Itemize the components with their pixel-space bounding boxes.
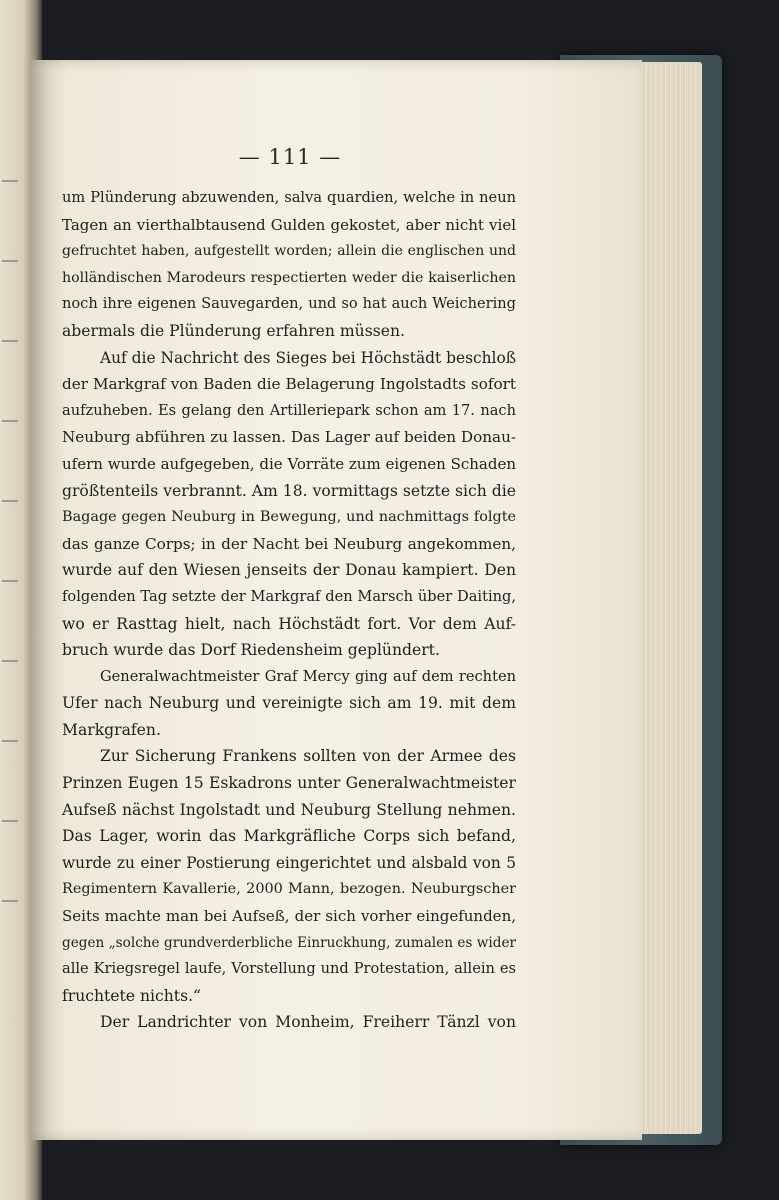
text-line: gegen „solche grundverderbliche Einruckhung, zumalen es wider (62, 934, 516, 951)
text-line: aufzuheben. Es gelang den Artilleriepark schon am 17. nach (62, 401, 516, 419)
text-line: abermals die Plünderung erfahren müssen. (62, 321, 405, 340)
page-number: — 111 — (238, 145, 342, 169)
text-line: Der Landrichter von Monheim, Freiherr Tänzl von (100, 1013, 516, 1032)
text-line: größtenteils verbrannt. Am 18. vormittags setzte sich die (62, 481, 516, 500)
text-line: Ufer nach Neuburg und vereinigte sich am 19. mit dem (62, 694, 516, 713)
text-line: noch ihre eigenen Sauvegarden, und so hat auch Weichering (62, 295, 516, 313)
text-line: bruch wurde das Dorf Riedensheim geplündert. (62, 641, 440, 660)
text-line: wurde zu einer Postierung eingerichtet und alsbald von 5 (62, 853, 516, 872)
text-line: Seits machte man bei Aufseß, der sich vorher eingefunden, (62, 907, 516, 926)
text-line: Zur Sicherung Frankens sollten von der Armee des (100, 747, 516, 766)
text-line: Bagage gegen Neuburg in Bewegung, und nachmittags folgte (62, 509, 516, 526)
page-body (62, 185, 516, 1036)
text-line: Das Lager, worin das Markgräfliche Corps sich befand, (62, 827, 516, 846)
text-line: Prinzen Eugen 15 Eskadrons unter Generalwachtmeister (62, 774, 516, 793)
text-line: wo er Rasttag hielt, nach Höchstädt fort. Vor dem Auf- (62, 614, 516, 633)
text-line: Neuburg abführen zu lassen. Das Lager auf beiden Donau- (62, 428, 516, 447)
text-line: wurde auf den Wiesen jenseits der Donau kampiert. Den (62, 561, 516, 580)
text-line: Markgrafen. (62, 720, 161, 739)
text-line: alle Kriegsregel laufe, Vorstellung und Protestation, allein es (62, 960, 516, 978)
text-line: um Plünderung abzuwenden, salva quardien, welche in neun (62, 189, 516, 206)
text-line: folgenden Tag setzte der Markgraf den Marsch über Daiting, (62, 587, 516, 605)
text-line: Aufseß nächst Ingolstadt und Neuburg Stellung nehmen. (62, 800, 516, 819)
text-line: das ganze Corps; in der Nacht bei Neuburg angekommen, (62, 534, 516, 553)
text-line: der Markgraf von Baden die Belagerung Ingolstadts sofort (62, 375, 516, 394)
text-line: holländischen Marodeurs respectierten weder die kaiserlichen (62, 269, 516, 286)
text-line: Regimentern Kavallerie, 2000 Mann, bezogen. Neuburgscher (62, 881, 516, 898)
text-line: gefruchtet haben, aufgestellt worden; allein die englischen und (62, 243, 516, 260)
text-line: Tagen an vierthalbtausend Gulden gekostet, aber nicht viel (62, 215, 516, 234)
text-line: ufern wurde aufgegeben, die Vorräte zum eigenen Schaden (62, 454, 516, 473)
text-line: Generalwachtmeister Graf Mercy ging auf dem rechten (100, 667, 516, 685)
text-line: Auf die Nachricht des Sieges bei Höchstädt beschloß (100, 348, 516, 367)
text-line: fruchtete nichts.“ (62, 986, 201, 1005)
